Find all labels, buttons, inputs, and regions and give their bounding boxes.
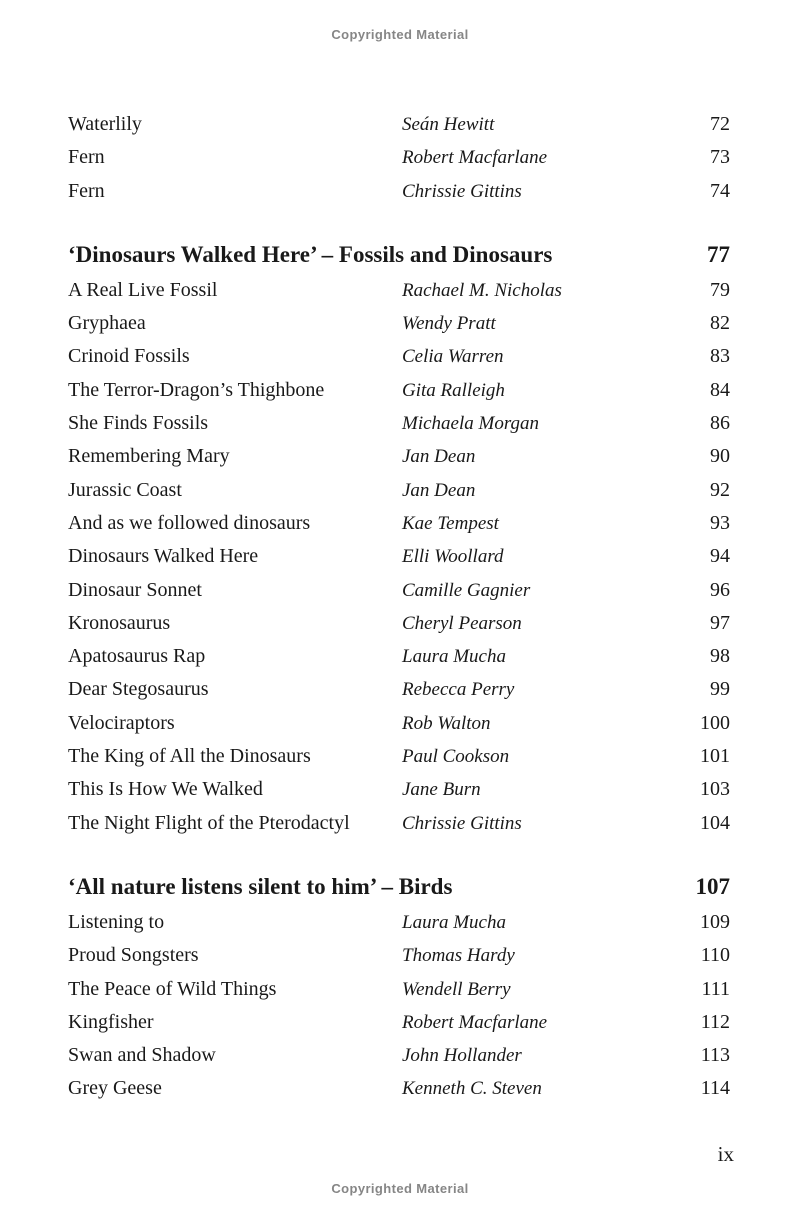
poem-author: Robert Macfarlane (402, 147, 548, 169)
toc-entry-row (68, 978, 730, 1011)
section-page-number: 77 (707, 241, 730, 267)
poem-author: Laura Mucha (402, 911, 506, 933)
poem-title: A Real Live Fossil (68, 278, 218, 301)
poem-author: Elli Woollard (402, 546, 504, 568)
poem-page-number: 83 (710, 345, 730, 368)
poem-page-number: 110 (700, 944, 730, 967)
poem-page-number: 104 (700, 811, 730, 834)
poem-title: Fern (68, 179, 105, 202)
toc-entry-row (68, 312, 730, 345)
poem-author: Paul Cookson (402, 746, 510, 768)
toc-entry-row (68, 512, 730, 545)
poem-author: Rachael M. Nicholas (402, 279, 562, 301)
poem-page-number: 90 (710, 445, 730, 468)
poem-page-number: 94 (710, 545, 730, 568)
toc-entry-row (68, 612, 730, 645)
poem-page-number: 92 (710, 478, 730, 501)
poem-page-number: 74 (710, 179, 730, 202)
poem-page-number: 113 (700, 1044, 730, 1067)
toc-entry-row (68, 146, 730, 179)
poem-author: John Hollander (402, 1045, 522, 1067)
poem-page-number: 109 (700, 910, 730, 933)
poem-page-number: 114 (700, 1077, 730, 1100)
poem-author: Jane Burn (402, 779, 481, 801)
toc-entry-row (68, 778, 730, 811)
toc-entry-row (68, 1011, 730, 1044)
section-page-number: 107 (695, 873, 730, 899)
poem-page-number: 79 (710, 278, 730, 301)
page-folio: ix (717, 1142, 734, 1166)
poem-page-number: 99 (710, 678, 730, 701)
poem-title: Kingfisher (68, 1010, 154, 1033)
toc-entry-row (68, 113, 730, 146)
poem-title: The Night Flight of the Pterodactyl (68, 811, 350, 834)
poem-author: Laura Mucha (402, 646, 506, 668)
toc-entry-row (68, 812, 730, 845)
poem-page-number: 97 (710, 611, 730, 634)
poem-title: Jurassic Coast (68, 478, 182, 501)
poem-page-number: 82 (710, 312, 730, 335)
poem-author: Gita Ralleigh (402, 379, 505, 401)
poem-page-number: 93 (710, 511, 730, 534)
toc-entry-row (68, 479, 730, 512)
poem-page-number: 112 (700, 1010, 730, 1033)
toc-entry-row (68, 911, 730, 944)
poem-title: And as we followed dinosaurs (68, 511, 311, 534)
poem-author: Michaela Morgan (402, 413, 540, 435)
toc-entry-row (68, 412, 730, 445)
poem-author: Wendell Berry (402, 978, 511, 1000)
poem-author: Seán Hewitt (402, 114, 495, 135)
poem-title: Grey Geese (68, 1077, 162, 1100)
toc-entry-row (68, 379, 730, 412)
poem-author: Jan Dean (402, 446, 476, 468)
poem-title: Proud Songsters (68, 944, 199, 967)
poem-author: Chrissie Gittins (402, 812, 522, 834)
poem-title: This Is How We Walked (68, 778, 263, 801)
poem-page-number: 72 (710, 113, 730, 135)
poem-title: Kronosaurus (68, 611, 171, 634)
poem-author: Celia Warren (402, 346, 504, 368)
section-header-row (68, 242, 730, 279)
toc-entry-row (68, 579, 730, 612)
poem-title: The King of All the Dinosaurs (68, 745, 311, 768)
poem-page-number: 86 (710, 412, 730, 435)
poem-title: Gryphaea (68, 312, 146, 335)
table-of-contents (68, 113, 730, 1111)
poem-title: Remembering Mary (68, 445, 230, 468)
section-title: ‘Dinosaurs Walked Here’ – Fossils and Dinosaurs (68, 241, 553, 267)
poem-title: Dear Stegosaurus (68, 678, 209, 701)
poem-author: Rob Walton (402, 712, 491, 734)
poem-author: Kenneth C. Steven (402, 1078, 542, 1100)
poem-page-number: 111 (701, 977, 730, 1000)
poem-title: The Peace of Wild Things (68, 977, 277, 1000)
poem-author: Rebecca Perry (402, 679, 515, 701)
poem-title: She Finds Fossils (68, 412, 209, 435)
poem-author: Thomas Hardy (402, 945, 515, 967)
toc-entry-row (68, 712, 730, 745)
poem-title: Listening to (68, 910, 165, 933)
toc-entry-row (68, 944, 730, 977)
toc-entry-row (68, 345, 730, 378)
poem-page-number: 100 (700, 711, 730, 734)
poem-title: Dinosaur Sonnet (68, 578, 202, 601)
poem-author: Chrissie Gittins (402, 180, 522, 202)
poem-title: Fern (68, 146, 105, 169)
toc-entry-row (68, 279, 730, 312)
poem-title: Waterlily (68, 113, 142, 135)
poem-title: Velociraptors (68, 711, 175, 734)
poem-title: Swan and Shadow (68, 1044, 216, 1067)
poem-page-number: 84 (710, 378, 730, 401)
toc-entry-row (68, 1077, 730, 1110)
section-title: ‘All nature listens silent to him’ – Birds (68, 873, 453, 899)
poem-author: Kae Tempest (402, 512, 499, 534)
poem-author: Robert Macfarlane (402, 1011, 548, 1033)
toc-entry-row (68, 645, 730, 678)
copyright-notice-top: Copyrighted Material (331, 27, 469, 42)
copyright-notice-bottom: Copyrighted Material (331, 1181, 469, 1196)
poem-page-number: 98 (710, 645, 730, 668)
toc-entry-row (68, 545, 730, 578)
toc-entry-row (68, 445, 730, 478)
section-header-row (68, 874, 730, 911)
poem-title: The Terror-Dragon’s Thighbone (68, 378, 325, 401)
poem-author: Cheryl Pearson (402, 612, 522, 634)
poem-title: Apatosaurus Rap (68, 645, 206, 668)
poem-page-number: 103 (700, 778, 730, 801)
poem-title: Crinoid Fossils (68, 345, 190, 368)
toc-entry-row (68, 678, 730, 711)
toc-entry-row (68, 180, 730, 213)
poem-page-number: 96 (710, 578, 730, 601)
poem-author: Camille Gagnier (402, 579, 531, 601)
poem-author: Jan Dean (402, 479, 476, 501)
toc-entry-row (68, 1044, 730, 1077)
toc-entry-row (68, 745, 730, 778)
poem-title: Dinosaurs Walked Here (68, 545, 259, 568)
poem-page-number: 101 (700, 745, 730, 768)
poem-author: Wendy Pratt (402, 313, 496, 335)
poem-page-number: 73 (710, 146, 730, 169)
